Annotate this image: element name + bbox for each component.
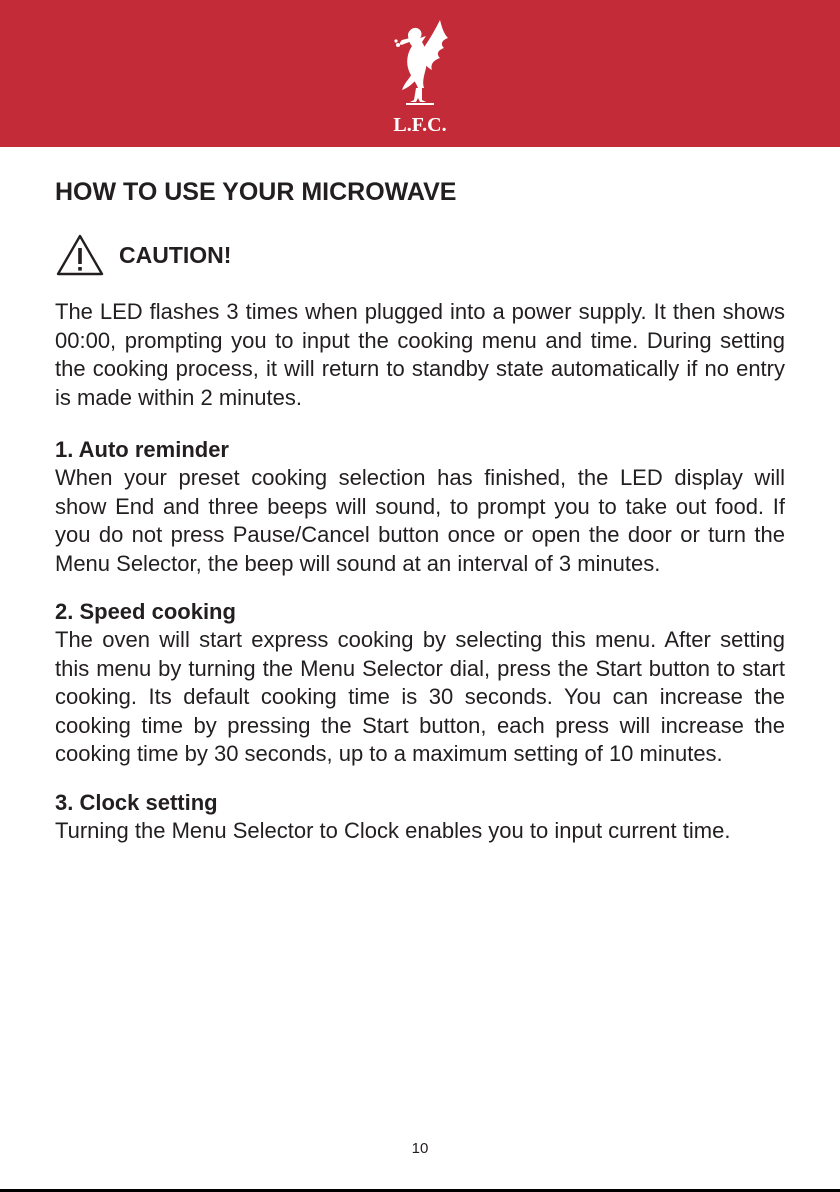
intro-paragraph: The LED flashes 3 times when plugged into a power supply. It then shows 00:00, prompting you to input the cooking menu and time. During setting the cooking process, it will return to standby state automatically if no entry is made within 2 minutes.: [55, 299, 785, 410]
section-body: Turning the Menu Selector to Clock enables you to input current time.: [55, 817, 731, 843]
section-heading: 1. Auto reminder: [55, 437, 229, 462]
liverbird-crest-logo: [382, 14, 458, 136]
section-body: When your preset cooking selection has finished, the LED display will show End and three beeps will sound, to prompt you to take out food. If you do not press Pause/Cancel button once or open the door or turn the Menu Selector, the beep will sound at an interval of 3 minutes.: [55, 465, 785, 576]
page-content: [55, 172, 785, 865]
section-auto-reminder: [55, 436, 785, 578]
page-number: 10: [411, 1140, 429, 1157]
section-body: The oven will start express cooking by selecting this menu. After setting this menu by turning the Menu Selector dial, press the Start button to start cooking. Its default cooking time is 30 seconds. You can increase the cooking time by pressing the Start button, each press will increase the cooking time by 30 seconds, up to a maximum setting of 10 minutes.: [55, 627, 785, 766]
page-title: HOW TO USE YOUR MICROWAVE: [55, 178, 457, 206]
section-clock-setting: [55, 789, 785, 846]
section-heading: 2. Speed cooking: [55, 599, 236, 624]
caution-notice: [55, 232, 785, 278]
section-heading: 3. Clock setting: [55, 789, 218, 815]
section-speed-cooking: [55, 598, 785, 769]
svg-text:L.F.C.: L.F.C.: [393, 114, 447, 136]
header-band: [0, 0, 840, 147]
caution-label: CAUTION!: [119, 241, 232, 268]
warning-triangle-icon: [55, 233, 105, 277]
